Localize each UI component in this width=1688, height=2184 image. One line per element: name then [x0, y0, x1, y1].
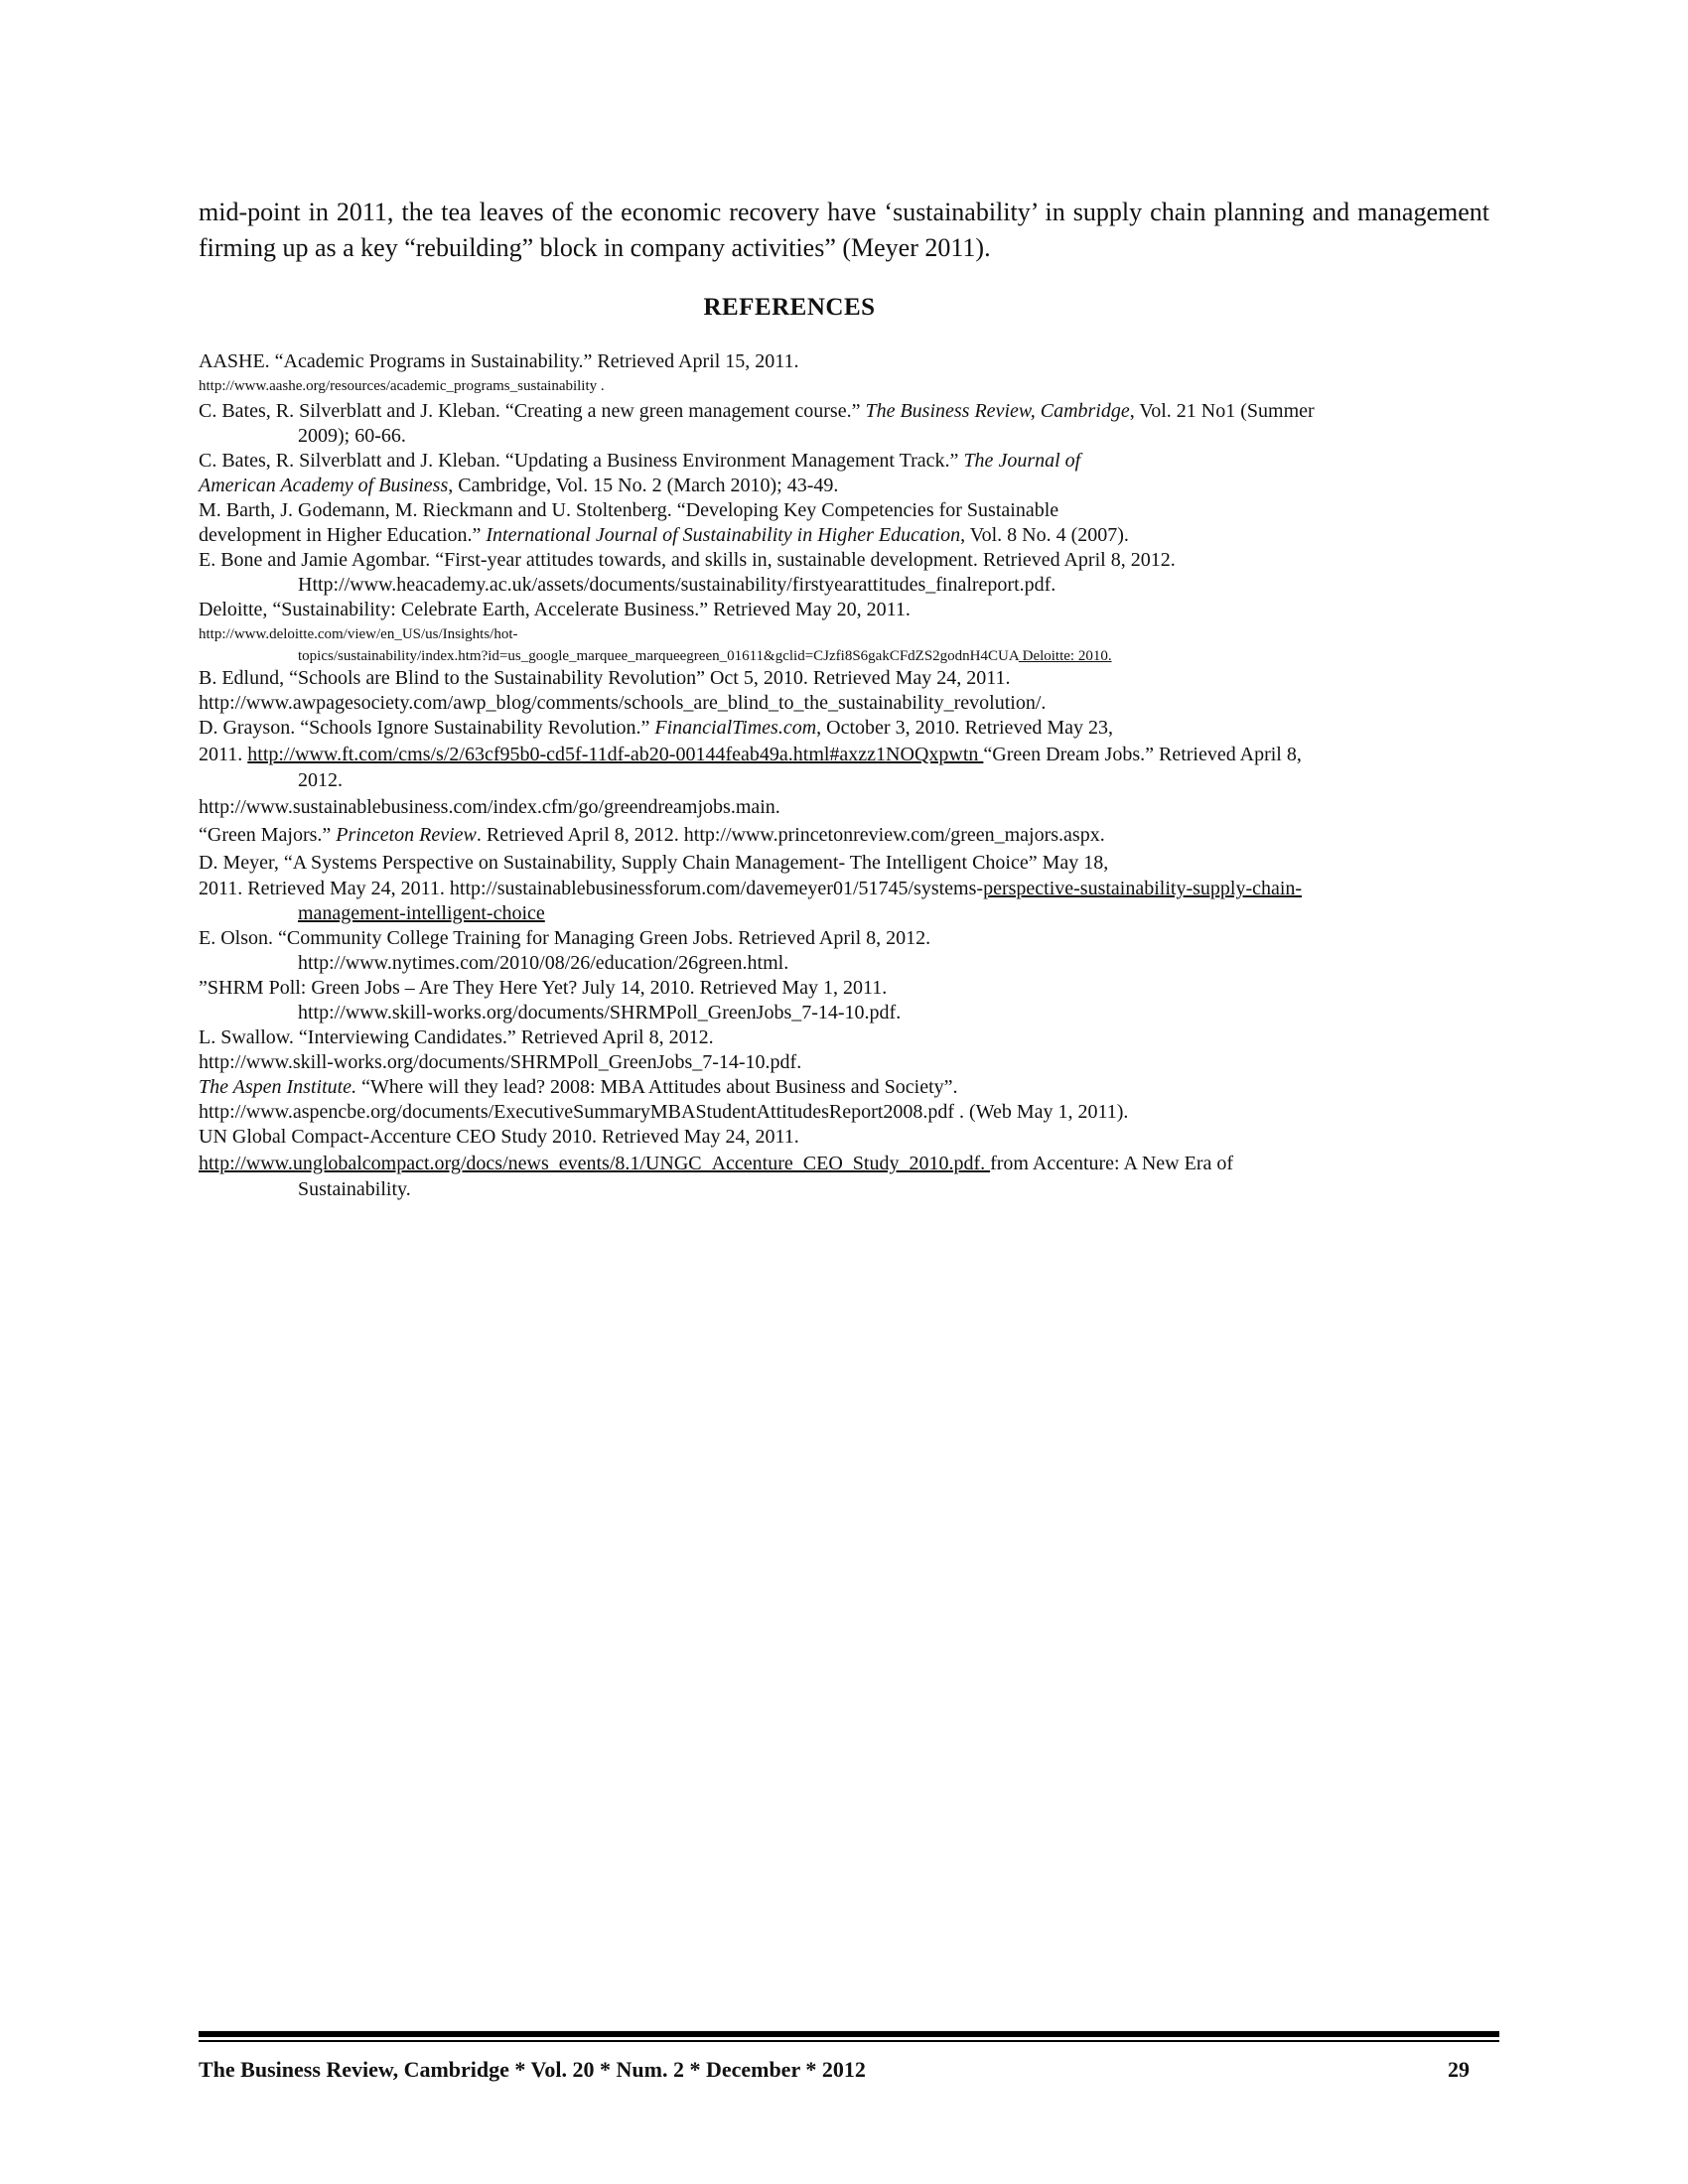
footer-journal-line: The Business Review, Cambridge * Vol. 20 * Num. 2 * December * 2012 [199, 2057, 866, 2082]
reference-line [199, 349, 1499, 374]
reference-text: E. Olson. “Community College Training for Managing Green Jobs. Retrieved April 8, 2012. [199, 927, 931, 949]
reference-line [199, 1177, 1499, 1202]
reference-url[interactable]: http://www.aspencbe.org/documents/ExecutiveSummaryMBAStudentAttitudesReport2008.pdf . (Web May 1, 2011). [199, 1101, 1129, 1123]
reference-line [199, 374, 1499, 399]
reference-text: UN Global Compact-Accenture CEO Study 2010. Retrieved May 24, 2011. [199, 1126, 799, 1148]
references-heading: REFERENCES [703, 294, 876, 321]
reference-line [199, 877, 1499, 901]
reference-text: D. Grayson. “Schools Ignore Sustainability Revolution.” [199, 717, 655, 739]
reference-line [199, 716, 1499, 741]
reference-text: , Cambridge, Vol. 15 No. 2 (March 2010); 43-49. [448, 475, 839, 496]
reference-line [199, 598, 1499, 622]
reference-line [199, 1050, 1499, 1075]
reference-line [199, 768, 1499, 793]
reference-line [199, 926, 1499, 951]
reference-line [199, 1075, 1499, 1100]
reference-line [199, 976, 1499, 1001]
journal-title: American Academy of Business [199, 475, 449, 496]
footer-rule [199, 2031, 1499, 2037]
reference-url[interactable]: http://www.sustainablebusiness.com/index.cfm/go/greendreamjobs.main. [199, 796, 780, 818]
journal-title: The Journal of [963, 450, 1081, 472]
reference-list [199, 349, 1499, 1202]
page-number: 29 [1448, 2057, 1470, 2082]
reference-text: E. Bone and Jamie Agombar. “First-year attitudes towards, and skills in, sustainable development. Retrieved April 8, 2012. [199, 549, 1176, 571]
reference-link[interactable]: http://www.unglobalcompact.org/docs/news_events/8.1/UNGC_Accenture_CEO_Study_2010.pdf. [199, 1153, 991, 1174]
reference-link[interactable]: Deloitte: 2010. [1018, 648, 1112, 664]
reference-text: “Green Dream Jobs.” Retrieved April 8, [983, 744, 1302, 765]
reference-text: development in Higher Education.” [199, 524, 487, 546]
reference-text: 2009); 60-66. [298, 425, 406, 447]
reference-url[interactable]: Http://www.heacademy.ac.uk/assets/documents/sustainability/firstyearattitudes_finalreport.pdf. [298, 574, 1056, 596]
intro-paragraph: mid-point in 2011, the tea leaves of the economic recovery have ‘sustainability’ in supply chain planning and management firming up as a key “rebuilding” block in company activities” (Meyer 2011). [199, 198, 1489, 262]
reference-text: AASHE. “Academic Programs in Sustainability.” Retrieved April 15, 2011. [199, 350, 799, 372]
reference-text: from Accenture: A New Era of [990, 1153, 1234, 1174]
reference-url[interactable]: http://www.skill-works.org/documents/SHRMPoll_GreenJobs_7-14-10.pdf. [199, 1051, 802, 1073]
reference-line [199, 449, 1499, 474]
reference-text: Deloitte, “Sustainability: Celebrate Earth, Accelerate Business.” Retrieved May 20, 2011. [199, 599, 911, 620]
reference-text: 2011. [199, 744, 248, 765]
reference-link[interactable]: http://www.ft.com/cms/s/2/63cf95b0-cd5f-11df-ab20-00144feab49a.html#axzz1NOQxpwtn [247, 744, 984, 765]
reference-line [199, 573, 1499, 598]
reference-line [199, 1150, 1499, 1177]
reference-line [199, 1025, 1499, 1050]
reference-text: ”SHRM Poll: Green Jobs – Are They Here Yet? July 14, 2010. Retrieved May 1, 2011. [199, 977, 888, 999]
reference-line [199, 474, 1499, 498]
reference-line [199, 523, 1499, 548]
reference-url[interactable]: topics/sustainability/index.htm?id=us_google_marquee_marqueegreen_01611&gclid=CJzfi8S6gakCFdZS2godnH4CUA [298, 648, 1019, 664]
reference-url[interactable]: http://www.deloitte.com/view/en_US/us/Insights/hot- [199, 626, 518, 642]
reference-text: , Vol. 21 No1 (Summer [1129, 400, 1315, 422]
reference-line [199, 849, 1499, 877]
journal-title: Princeton Review [336, 824, 477, 846]
reference-text: “Where will they lead? 2008: MBA Attitudes about Business and Society”. [356, 1076, 958, 1098]
reference-line [199, 498, 1499, 523]
reference-text: . Retrieved April 8, 2012. http://www.princetonreview.com/green_majors.aspx. [476, 824, 1105, 846]
reference-link[interactable]: perspective-sustainability-supply-chain- [983, 878, 1303, 899]
reference-line [199, 951, 1499, 976]
reference-text: , October 3, 2010. Retrieved May 23, [816, 717, 1113, 739]
reference-line [199, 424, 1499, 449]
reference-url[interactable]: http://www.nytimes.com/2010/08/26/education/26green.html. [298, 952, 789, 974]
reference-line [199, 1125, 1499, 1150]
page-footer [199, 2057, 1470, 2087]
reference-text: 2012. [298, 769, 343, 791]
reference-line [199, 644, 1499, 666]
reference-text: L. Swallow. “Interviewing Candidates.” Retrieved April 8, 2012. [199, 1026, 714, 1048]
reference-line [199, 821, 1499, 849]
reference-text: B. Edlund, “Schools are Blind to the Sustainability Revolution” Oct 5, 2010. Retrieved May 24, 2011. [199, 667, 1011, 689]
reference-text: 2011. Retrieved May 24, 2011. http://sustainablebusinessforum.com/davemeyer01/51745/systems- [199, 878, 984, 899]
reference-line [199, 793, 1499, 821]
reference-link[interactable]: management-intelligent-choice [298, 902, 545, 924]
journal-title: FinancialTimes.com [654, 717, 817, 739]
reference-url[interactable]: http://www.awpagesociety.com/awp_blog/comments/schools_are_blind_to_the_sustainability_revolution/. [199, 692, 1047, 714]
reference-line [199, 691, 1499, 716]
reference-url[interactable]: http://www.aashe.org/resources/academic_programs_sustainability . [199, 378, 605, 394]
reference-line [199, 1100, 1499, 1125]
footer-rule [199, 2040, 1499, 2042]
reference-line [199, 901, 1499, 926]
reference-text: “Green Majors.” [199, 824, 337, 846]
reference-text: M. Barth, J. Godemann, M. Rieckmann and U. Stoltenberg. “Developing Key Competencies for Sustainable [199, 499, 1059, 521]
reference-line [199, 622, 1499, 644]
reference-text: , Vol. 8 No. 4 (2007). [960, 524, 1129, 546]
reference-url[interactable]: http://www.skill-works.org/documents/SHRMPoll_GreenJobs_7-14-10.pdf. [298, 1002, 902, 1024]
reference-line [199, 666, 1499, 691]
reference-text: C. Bates, R. Silverblatt and J. Kleban. “Creating a new green management course.” [199, 400, 866, 422]
journal-title: The Business Review, Cambridge [865, 400, 1130, 422]
reference-text: Sustainability. [298, 1178, 411, 1200]
reference-line [199, 741, 1499, 768]
reference-line [199, 1001, 1499, 1025]
reference-text: D. Meyer, “A Systems Perspective on Sustainability, Supply Chain Management- The Intelligent Choice” May 18, [199, 852, 1109, 874]
reference-text: C. Bates, R. Silverblatt and J. Kleban. “Updating a Business Environment Management Track.” [199, 450, 964, 472]
reference-line [199, 399, 1499, 424]
journal-title: The Aspen Institute. [199, 1076, 357, 1098]
reference-line [199, 548, 1499, 573]
journal-title: International Journal of Sustainability in Higher Education [486, 524, 961, 546]
